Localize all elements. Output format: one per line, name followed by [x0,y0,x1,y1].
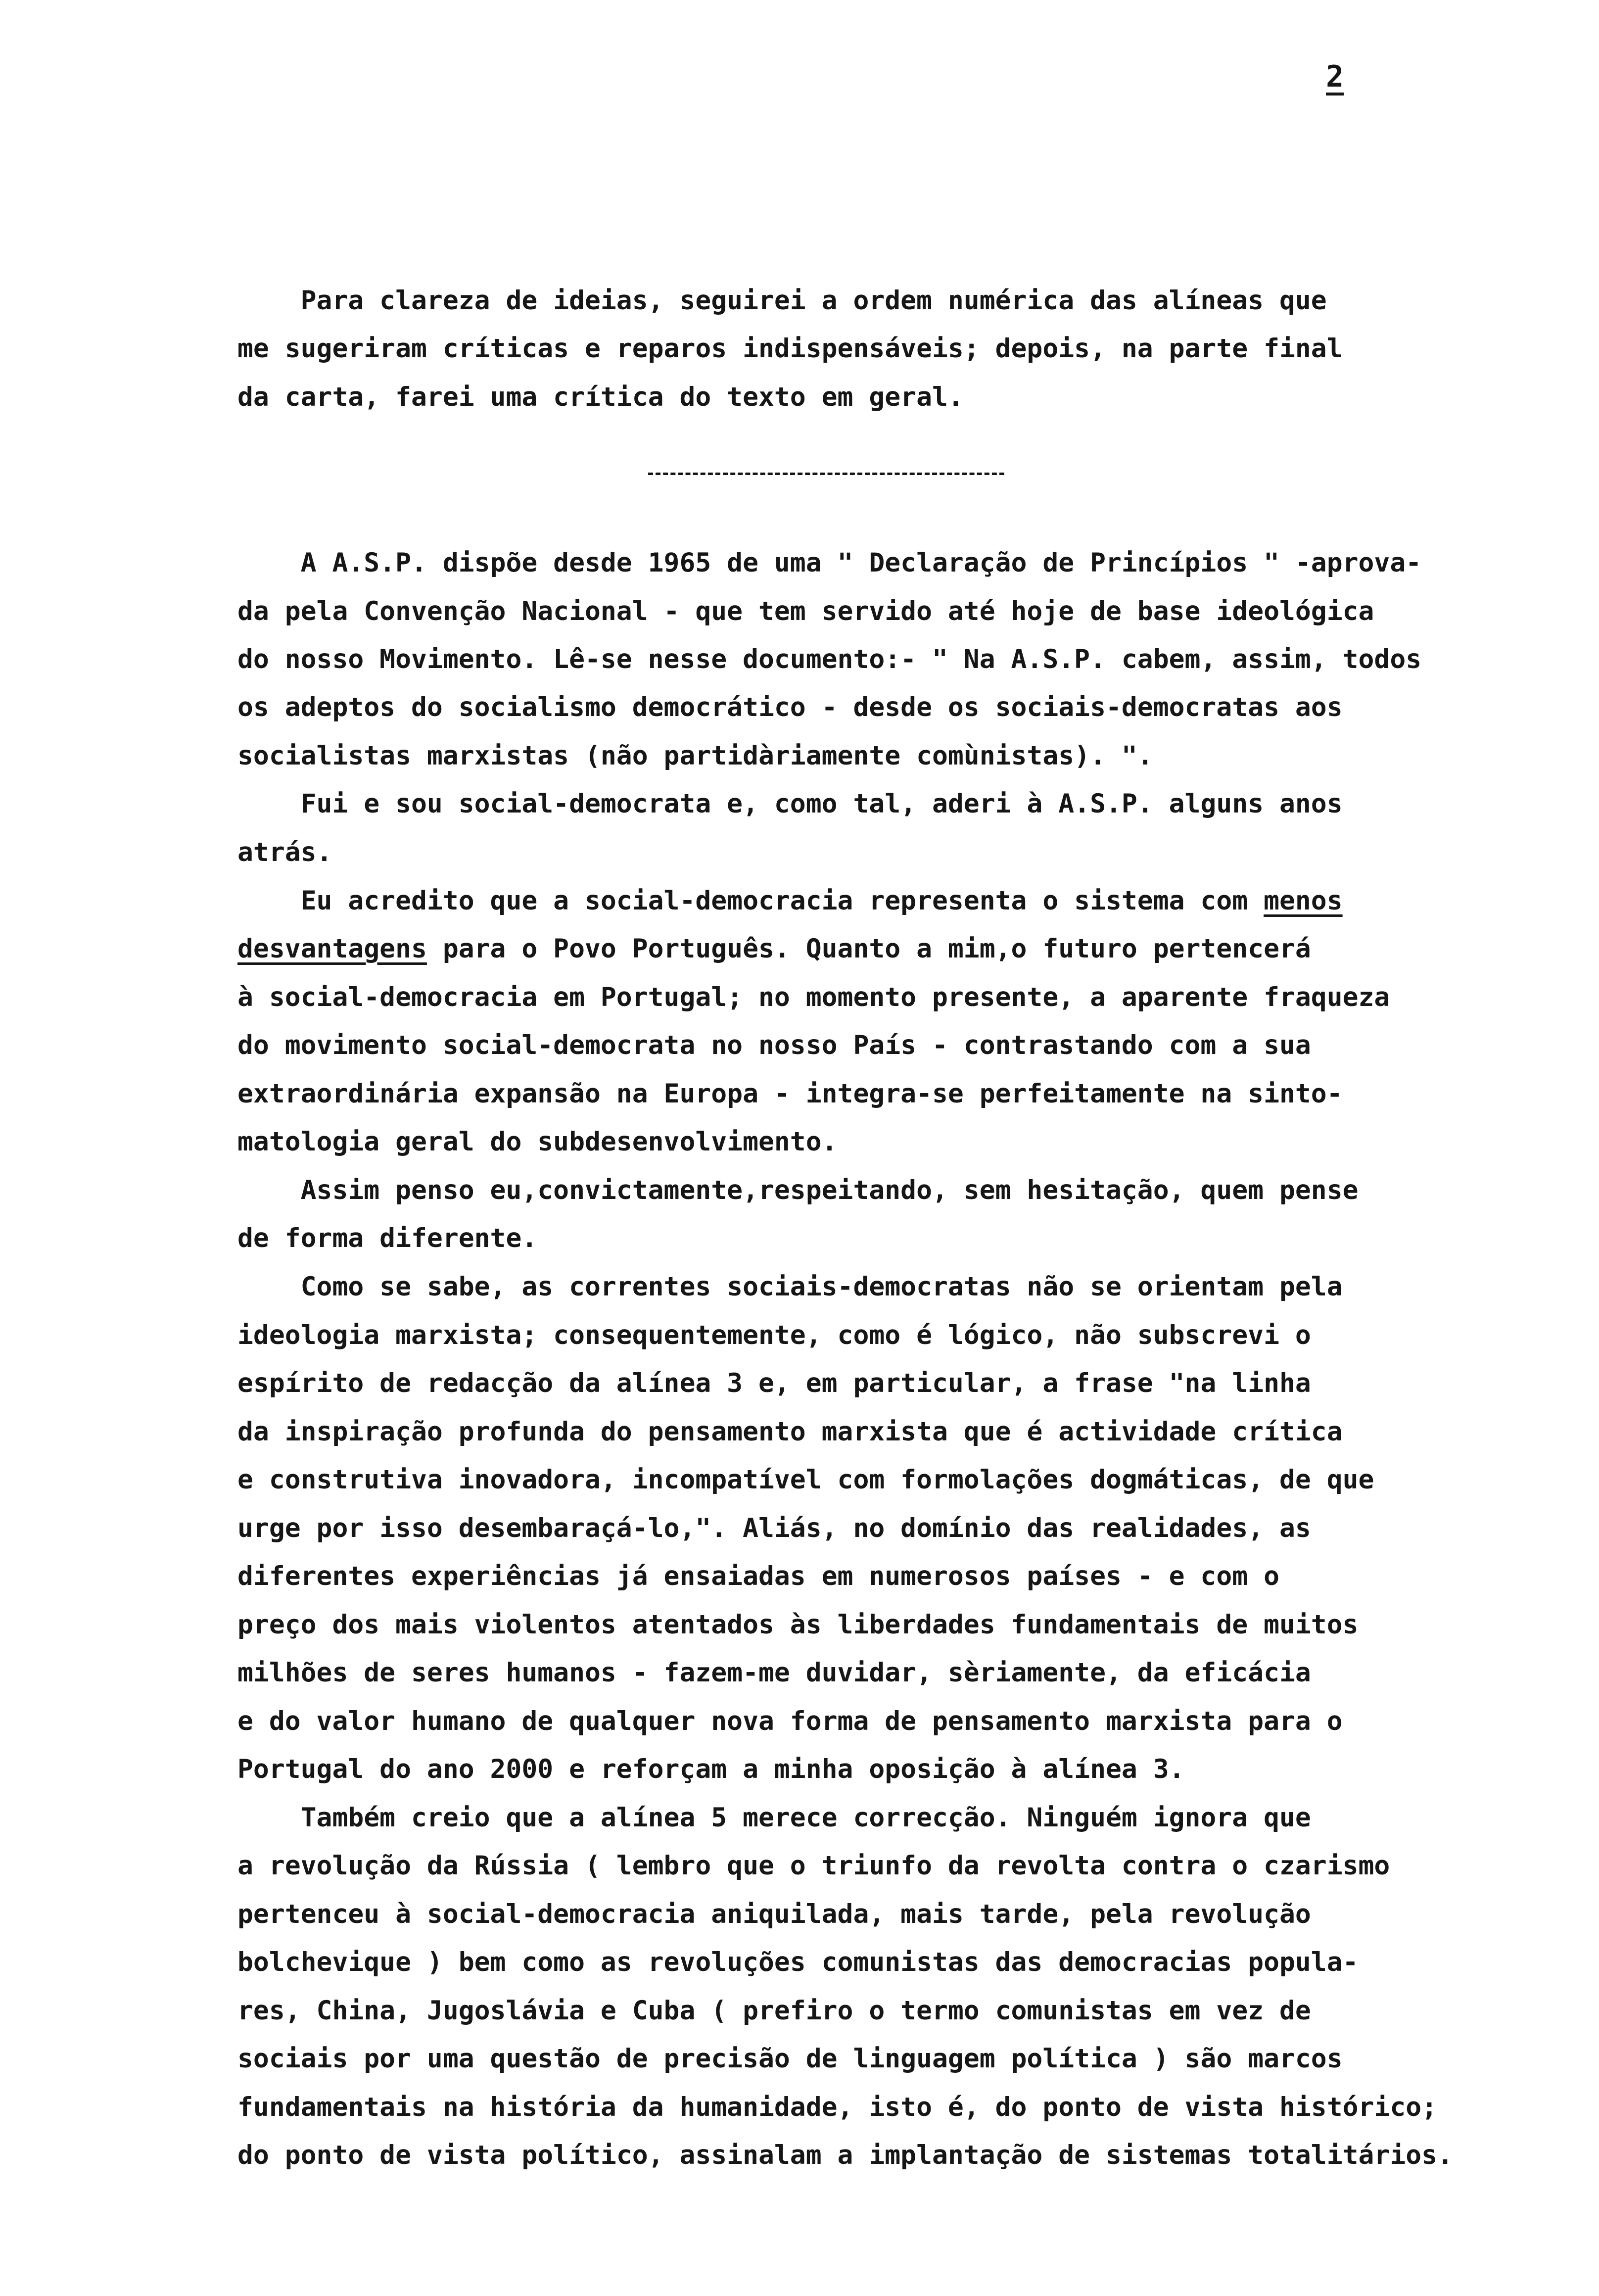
text-segment: Assim penso eu,convictamente,respeitando, sem hesitação, quem pense [237,1175,1359,1205]
text-line [237,381,964,414]
text-line [237,836,332,869]
text-segment: matologia geral do subdesenvolvimento. [237,1127,838,1157]
text-segment: a revolução da Rússia ( lembro que o triunfo da revolta contra o czarismo [237,1851,1390,1881]
text-line [237,1416,1343,1448]
text-line [237,2043,1343,2075]
text-line [237,547,1421,579]
text-line [237,1367,1311,1400]
text-segment: da pela Convenção Nacional - que tem servido até hoje de base ideológica [237,596,1374,626]
text-segment: me sugeriram críticas e reparos indispensáveis; depois, na parte final [237,334,1343,364]
section-separator [648,473,1004,475]
text-segment: bolchevique ) bem como as revoluções comunistas das democracias popula- [237,1947,1359,1977]
text-segment: ideologia marxista; consequentemente, como é lógico, não subscrevi o [237,1320,1311,1350]
text-line [237,1078,1343,1110]
text-segment: A A.S.P. dispõe desde 1965 de uma " Declaração de Princípios " -aprova- [237,548,1422,578]
text-line [237,1802,1311,1834]
text-line [237,788,1343,820]
text-segment: sociais por uma questão de precisão de linguagem política ) são marcos [237,2044,1343,2074]
text-segment: e do valor humano de qualquer nova forma de pensamento marxista para o [237,1706,1343,1736]
text-segment: de forma diferente. [237,1223,538,1253]
text-segment: socialistas marxistas (não partidàriamente comùnistas). ". [237,741,1153,771]
underlined-text: desvantagens [237,934,427,964]
text-segment: preço dos mais violentos atentados às liberdades fundamentais de muitos [237,1610,1359,1640]
text-segment: Como se sabe, as correntes sociais-democratas não se orientam pela [237,1272,1343,1302]
text-line [237,1222,537,1255]
text-segment: para o Povo Português. Quanto a mim,o futuro pertencerá [426,934,1311,964]
text-line [237,595,1374,628]
text-line [237,2091,1437,2124]
text-segment: do movimento social-democrata no nosso País - contrastando com a sua [237,1030,1311,1060]
text-line [237,2139,1453,2172]
text-line [237,1946,1359,1979]
text-line [237,1898,1311,1931]
text-segment: e construtiva inovadora, incompatível com formolações dogmáticas, de que [237,1465,1374,1495]
text-line [237,933,1311,965]
text-segment: Eu acredito que a social-democracia representa o sistema com [237,886,1264,916]
text-line [237,740,1153,772]
text-line [237,1126,838,1158]
text-line [237,1995,1311,2027]
text-segment: Também creio que a alínea 5 merece correcção. Ninguém ignora que [237,1803,1311,1833]
text-line [237,1753,1185,1786]
text-line [237,1174,1359,1207]
text-line [237,1512,1311,1545]
text-segment: da carta, farei uma crítica do texto em geral. [237,382,964,412]
text-segment: extraordinária expansão na Europa - integra-se perfeitamente na sinto- [237,1079,1343,1109]
text-segment: à social-democracia em Portugal; no momento presente, a aparente fraqueza [237,982,1390,1012]
text-segment: atrás. [237,837,332,867]
text-line [237,1464,1374,1496]
text-segment: do ponto de vista político, assinalam a implantação de sistemas totalitários. [237,2140,1453,2170]
text-line [237,1319,1311,1352]
text-segment: Portugal do ano 2000 e reforçam a minha oposição à alínea 3. [237,1754,1185,1784]
text-line [237,1560,1279,1593]
text-line [237,691,1343,724]
text-line [237,643,1421,676]
text-segment: milhões de seres humanos - fazem-me duvidar, sèriamente, da eficácia [237,1658,1311,1688]
text-segment: fundamentais na história da humanidade, isto é, do ponto de vista histórico; [237,2092,1438,2122]
text-segment: espírito de redacção da alínea 3 e, em particular, a frase "na linha [237,1368,1311,1398]
text-line [237,885,1343,917]
text-segment: do nosso Movimento. Lê-se nesse documento:- " Na A.S.P. cabem, assim, todos [237,644,1422,674]
text-line [237,981,1390,1014]
text-segment: Fui e sou social-democrata e, como tal, aderi à A.S.P. alguns anos [237,789,1343,819]
text-line [237,1609,1359,1641]
text-line [237,1705,1343,1738]
page-number: 2 [1326,59,1344,94]
text-segment: pertenceu à social-democracia aniquilada, mais tarde, pela revolução [237,1899,1311,1929]
text-segment: Para clareza de ideias, seguirei a ordem numérica das alíneas que [237,286,1327,316]
text-segment: res, China, Jugoslávia e Cuba ( prefiro o termo comunistas em vez de [237,1996,1311,2026]
text-line [237,1271,1343,1303]
text-line [237,1850,1390,1882]
underlined-text: menos [1264,886,1343,916]
text-segment: urge por isso desembaraçá-lo,". Aliás, no domínio das realidades, as [237,1513,1311,1543]
text-line [237,1657,1311,1689]
text-line [237,1029,1311,1062]
text-segment: os adeptos do socialismo democrático - desde os sociais-democratas aos [237,692,1343,722]
text-segment: diferentes experiências já ensaiadas em numerosos países - e com o [237,1561,1279,1591]
text-line [237,285,1327,317]
text-segment: da inspiração profunda do pensamento marxista que é actividade crítica [237,1417,1343,1447]
text-line [237,333,1343,365]
